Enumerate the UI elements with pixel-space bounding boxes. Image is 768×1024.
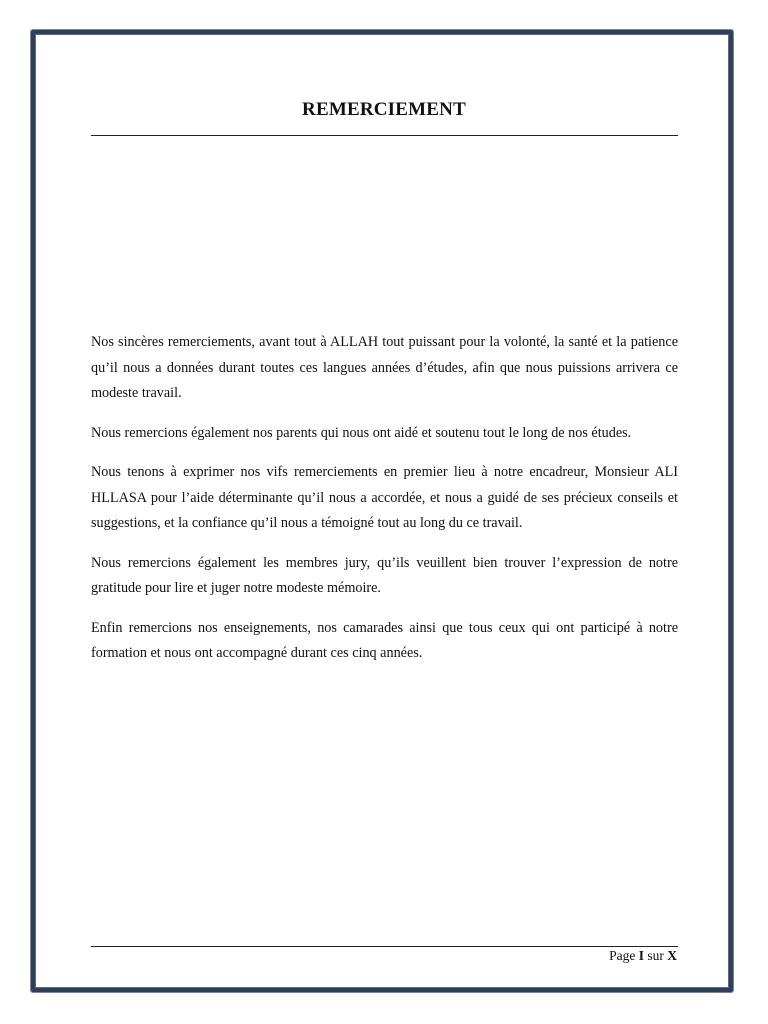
- total-pages: X: [667, 948, 677, 963]
- page-word: Page: [609, 948, 636, 963]
- of-word: sur: [647, 948, 664, 963]
- page-number-footer: [609, 948, 677, 964]
- title-divider: [91, 135, 678, 136]
- page-title: REMERCIEMENT: [302, 99, 466, 120]
- paragraph: Nous tenons à exprimer nos vifs remerciements en premier lieu à notre encadreur, Monsieur ALI HLLASA pour l’aide déterminante qu’il nous a accordée, et nous a guidé de ses précieux conseils et suggestions, et la confiance qu’il nous a témoigné tout au long du ce travail.: [91, 464, 678, 531]
- current-page-number: I: [638, 948, 644, 963]
- paragraph: Nous remercions également les membres jury, qu’ils veuillent bien trouver l’expression de notre gratitude pour lire et juger notre modeste mémoire.: [91, 554, 678, 596]
- paragraph: Enfin remercions nos enseignements, nos camarades ainsi que tous ceux qui ont participé à notre formation et nous ont accompagné durant ces cinq années.: [91, 619, 678, 661]
- paragraph: Nous remercions également nos parents qui nous ont aidé et soutenu tout le long de nos études.: [91, 424, 632, 441]
- footer-divider: [91, 946, 678, 947]
- paragraph: Nos sincères remerciements, avant tout à ALLAH tout puissant pour la volonté, la santé et la patience qu’il nous a données durant toutes ces langues années d’études, afin que nous puissions arrivera ce modeste travail.: [91, 334, 678, 401]
- acknowledgement-body: [91, 330, 678, 681]
